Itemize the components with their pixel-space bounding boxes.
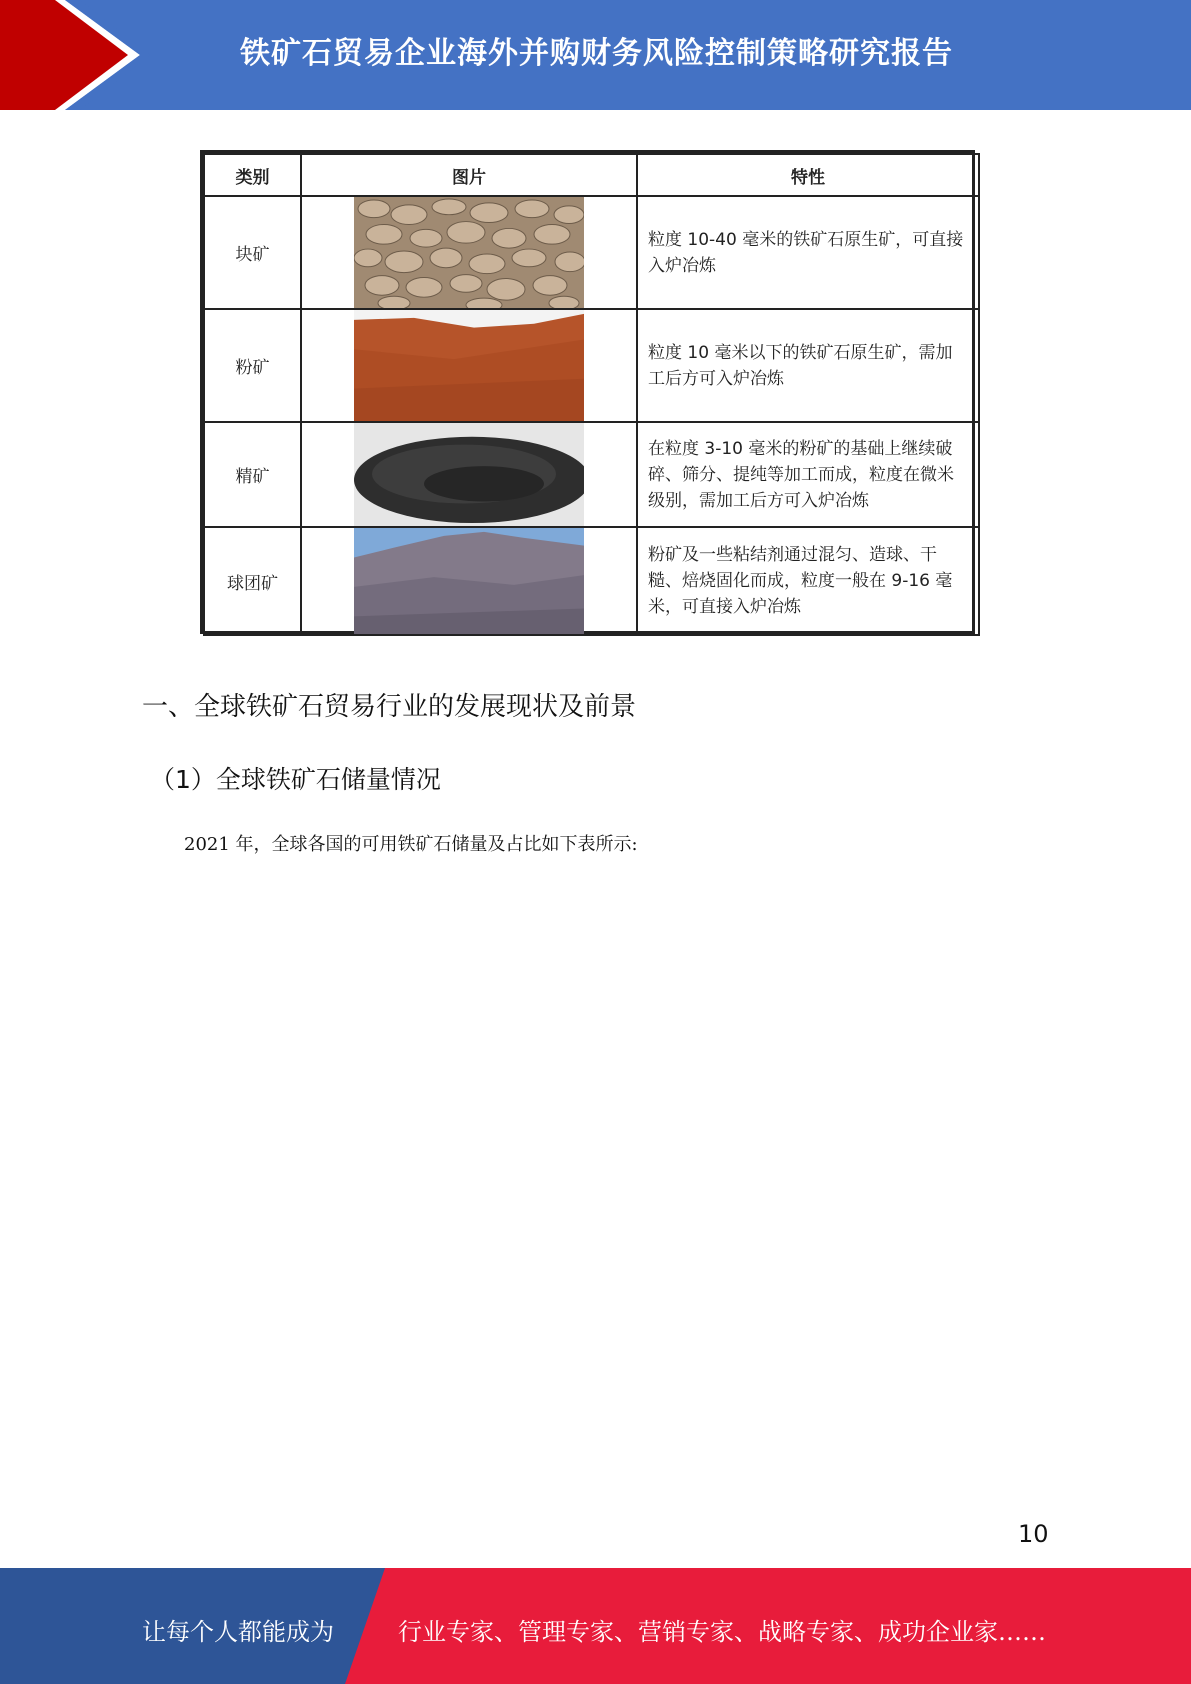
ore-picture-cell [301, 527, 637, 635]
column-header-property: 特性 [637, 154, 979, 196]
concentrate-photo [354, 423, 584, 526]
ore-category: 精矿 [204, 422, 301, 527]
ore-type-table [200, 150, 975, 634]
ore-description: 在粒度 3-10 毫米的粉矿的基础上继续破碎、筛分、提纯等加工而成，粒度在微米级别，需加工后方可入炉冶炼 [637, 422, 979, 527]
table-header-row [204, 154, 979, 196]
ore-category: 球团矿 [204, 527, 301, 635]
pellet-photo [354, 528, 584, 634]
page-footer [0, 1568, 1191, 1684]
table-row [204, 309, 979, 422]
column-header-picture: 图片 [301, 154, 637, 196]
ore-description: 粉矿及一些粘结剂通过混匀、造球、干糙、焙烧固化而成，粒度一般在 9-16 毫米，可直接入炉冶炼 [637, 527, 979, 635]
table-row [204, 422, 979, 527]
table-row [204, 196, 979, 309]
ore-picture-cell [301, 422, 637, 527]
page-header [0, 0, 1191, 110]
ore-picture-cell [301, 196, 637, 309]
subsection-heading: （1）全球铁矿石储量情况 [150, 765, 441, 794]
ore-description: 粒度 10-40 毫米的铁矿石原生矿，可直接入炉冶炼 [637, 196, 979, 309]
section-heading: 一、全球铁矿石贸易行业的发展现状及前景 [142, 692, 637, 722]
ore-category: 粉矿 [204, 309, 301, 422]
footer-slogan-left: 让每个人都能成为 [142, 1618, 334, 1646]
chevron-decoration [0, 0, 160, 110]
fine-ore-photo [354, 310, 584, 421]
page-number: 10 [1018, 1520, 1049, 1548]
report-title: 铁矿石贸易企业海外并购财务风险控制策略研究报告 [240, 36, 953, 71]
footer-slogan-right: 行业专家、管理专家、营销专家、战略专家、成功企业家…… [398, 1618, 1046, 1646]
lump-ore-photo [354, 197, 584, 308]
ore-category: 块矿 [204, 196, 301, 309]
table-row [204, 527, 979, 635]
ore-description: 粒度 10 毫米以下的铁矿石原生矿，需加工后方可入炉冶炼 [637, 309, 979, 422]
ore-picture-cell [301, 309, 637, 422]
column-header-category: 类别 [204, 154, 301, 196]
body-paragraph: 2021 年，全球各国的可用铁矿石储量及占比如下表所示: [184, 834, 638, 855]
